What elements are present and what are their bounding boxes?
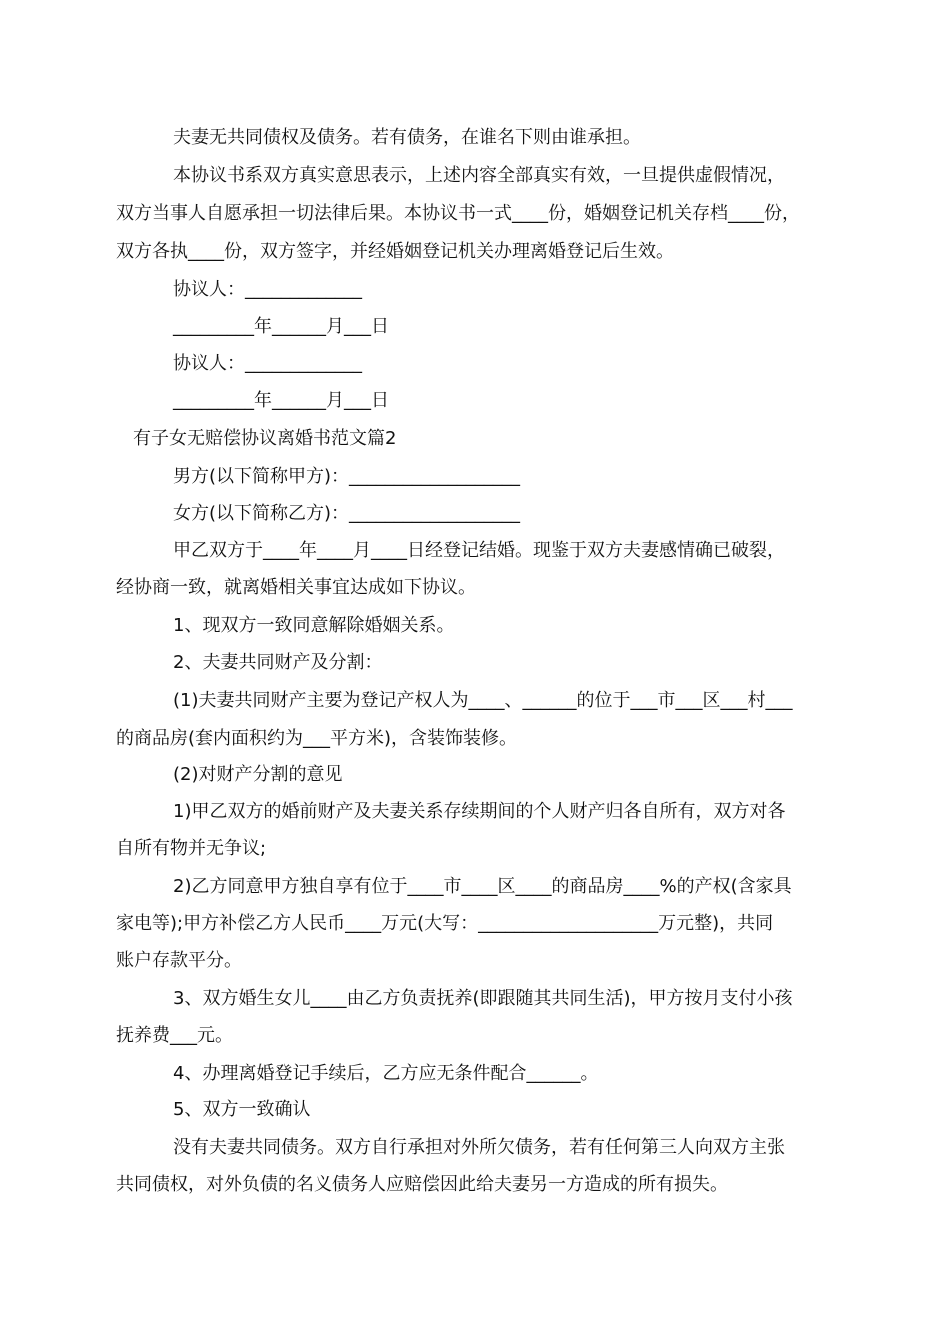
clause-line: 自所有物并无争议; <box>116 838 267 859</box>
clause-line: 账户存款平分。 <box>116 950 242 971</box>
party-line: 女方(以下简称乙方)：___________________ <box>173 503 521 524</box>
date-line: _________年______月___日 <box>173 390 389 411</box>
paragraph-line: 甲乙双方于____年____月____日经登记结婚。现鉴于双方夫妻感情确已破裂， <box>173 540 785 561</box>
clause-line: 4、办理离婚登记手续后，乙方应无条件配合______。 <box>173 1063 599 1084</box>
paragraph-line: 本协议书系双方真实意思表示，上述内容全部真实有效，一旦提供虚假情况， <box>173 165 785 186</box>
clause-line: 2)乙方同意甲方独自享有位于____市____区____的商品房____%的产权(含家具 <box>173 876 792 897</box>
clause-line: 的商品房(套内面积约为___平方米)，含装饰装修。 <box>116 728 518 749</box>
clause-line: 抚养费___元。 <box>116 1025 233 1046</box>
clause-line: 2、夫妻共同财产及分割： <box>173 652 383 673</box>
clause-line: (1)夫妻共同财产主要为登记产权人为____、______的位于___市___区___村___ <box>173 690 793 711</box>
clause-line: 1、现双方一致同意解除婚姻关系。 <box>173 615 455 636</box>
paragraph-line: 双方当事人自愿承担一切法律后果。本协议书一式____份，婚姻登记机关存档____份， <box>116 203 800 224</box>
date-line: _________年______月___日 <box>173 316 389 337</box>
section-title: 有子女无赔偿协议离婚书范文篇2 <box>133 428 397 449</box>
paragraph-line: 夫妻无共同债权及债务。若有债务，在谁名下则由谁承担。 <box>173 127 641 148</box>
clause-line: 3、双方婚生女儿____由乙方负责抚养(即跟随其共同生活)，甲方按月支付小孩 <box>173 988 793 1009</box>
signatory-line: 协议人：_____________ <box>173 353 362 374</box>
paragraph-line: 经协商一致，就离婚相关事宜达成如下协议。 <box>116 577 476 598</box>
clause-line: 1)甲乙双方的婚前财产及夫妻关系存续期间的个人财产归各自所有，双方对各 <box>173 801 786 822</box>
paragraph-line: 没有夫妻共同债务。双方自行承担对外所欠债务，若有任何第三人向双方主张 <box>173 1137 785 1158</box>
party-line: 男方(以下简称甲方)：___________________ <box>173 466 521 487</box>
clause-line: 家电等);甲方补偿乙方人民币____万元(大写：____________________万元整)，共同 <box>116 913 774 934</box>
clause-line: (2)对财产分割的意见 <box>173 764 343 785</box>
signatory-line: 协议人：_____________ <box>173 279 362 300</box>
paragraph-line: 双方各执____份，双方签字，并经婚姻登记机关办理离婚登记后生效。 <box>116 241 674 262</box>
clause-line: 5、双方一致确认 <box>173 1099 311 1120</box>
paragraph-line: 共同债权，对外负债的名义债务人应赔偿因此给夫妻另一方造成的所有损失。 <box>116 1174 728 1195</box>
